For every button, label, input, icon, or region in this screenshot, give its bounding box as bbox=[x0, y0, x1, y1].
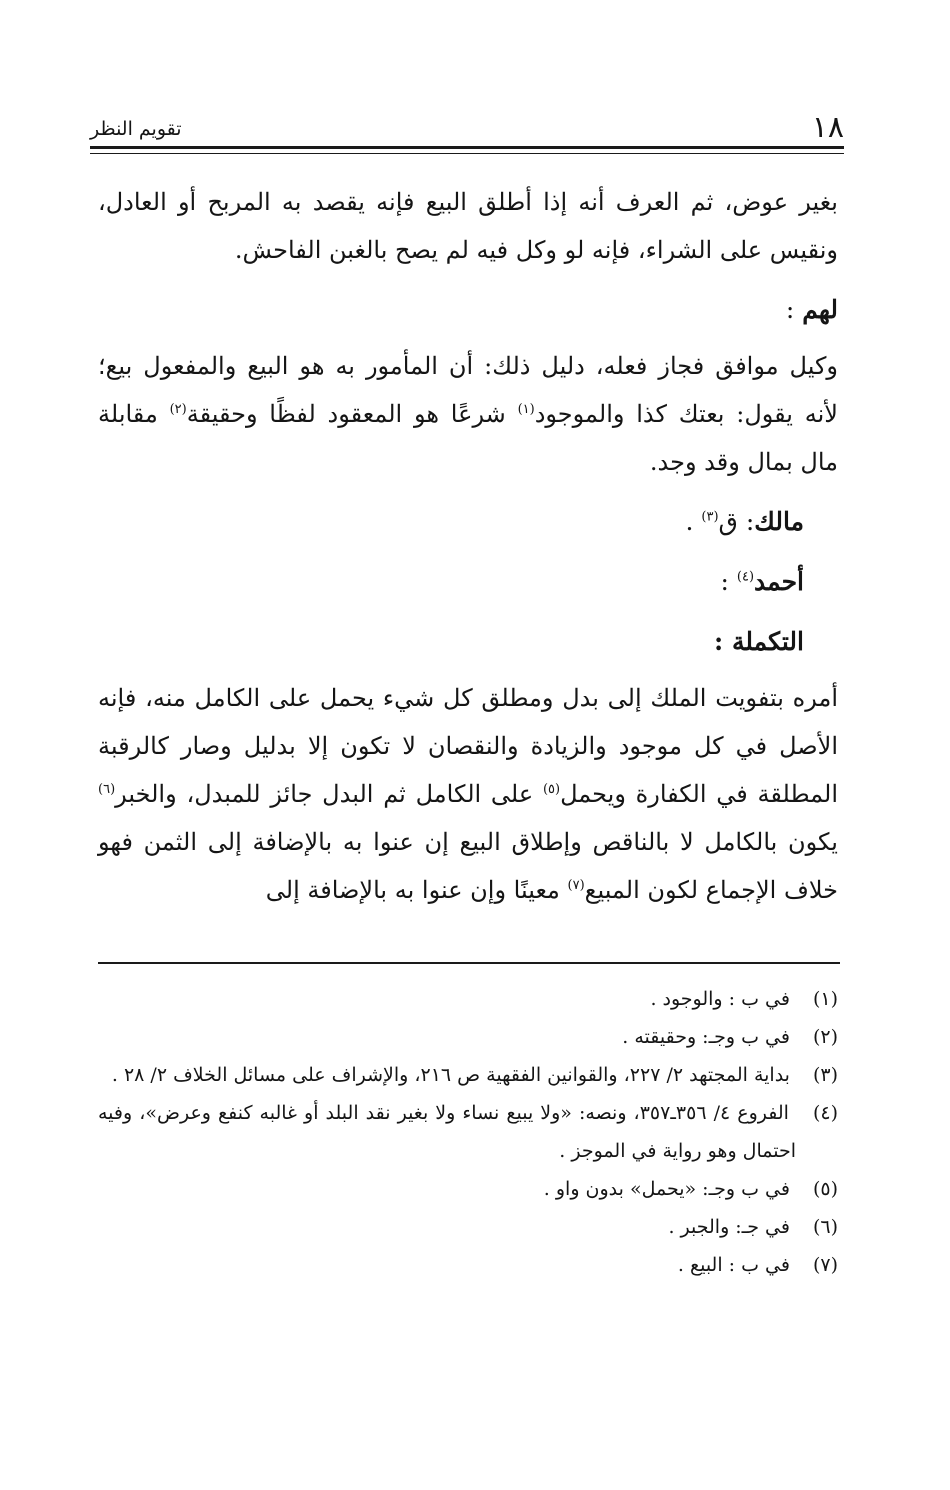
paragraph-1: بغير عوض، ثم العرف أنه إذا أطلق البيع فإنه يقصد به المربح أو العادل، ونقيس على الشراء، فإنه لو وكل فيه لم يصح بالغبن الفاحش. bbox=[98, 188, 838, 264]
footnote-ref-2: (٢) bbox=[169, 402, 187, 417]
footnote-text: في ب : والوجود . bbox=[650, 988, 790, 1010]
footnote-number: (٦) bbox=[812, 1216, 838, 1238]
paragraph-3 bbox=[98, 674, 838, 914]
page-number: ١٨ bbox=[811, 110, 844, 145]
footnote-2 bbox=[98, 1018, 838, 1056]
footnote-4 bbox=[98, 1094, 838, 1170]
paragraph-2 bbox=[98, 342, 838, 486]
footnotes-section bbox=[98, 980, 838, 1284]
book-title: تقويم النظر bbox=[90, 118, 182, 140]
footnote-5 bbox=[98, 1170, 838, 1208]
heading-malik-text: مالك bbox=[754, 507, 804, 536]
heading-ahmad bbox=[98, 554, 804, 610]
footnote-ref-1: (١) bbox=[517, 402, 535, 417]
footnote-ref-4: (٤) bbox=[736, 569, 755, 585]
footnote-number: (٥) bbox=[812, 1178, 838, 1200]
footnote-text: في ب وجـ: «يحمل» بدون واو . bbox=[543, 1178, 790, 1200]
header-rule-thick bbox=[90, 146, 844, 149]
footnote-separator bbox=[98, 962, 840, 964]
header-rule-thin bbox=[90, 153, 844, 154]
footnote-number: (٣) bbox=[812, 1064, 838, 1086]
heading-lahum-text: لهم bbox=[802, 295, 838, 324]
heading-takmila: التكملة : bbox=[714, 627, 804, 656]
heading-malik-end: . bbox=[685, 507, 702, 536]
footnote-text: في ب : البيع . bbox=[677, 1254, 790, 1276]
paragraph-2-part-a: وكيل موافق فجاز فعله، دليل ذلك: أن المأمور به هو البيع والمفعول بيع؛ لأنه يقول: بعتك كذا والموجود bbox=[98, 352, 838, 428]
footnote-number: (٤) bbox=[812, 1102, 838, 1124]
heading-malik bbox=[98, 494, 804, 550]
footnote-number: (٧) bbox=[812, 1254, 838, 1276]
footnote-6 bbox=[98, 1208, 838, 1246]
running-header bbox=[90, 108, 844, 148]
footnote-3 bbox=[98, 1056, 838, 1094]
paragraph-3-part-d: معينًا وإن عنوا به بالإضافة إلى bbox=[265, 876, 568, 904]
footnote-1 bbox=[98, 980, 838, 1018]
paragraph-3-part-b: على الكامل ثم البدل جائز للمبدل، والخبر bbox=[115, 780, 543, 808]
footnote-ref-7: (٧) bbox=[567, 878, 585, 893]
paragraph-2-part-b: شرعًا هو المعقود لفظًا وحقيقة bbox=[186, 400, 518, 428]
heading-lahum bbox=[98, 282, 838, 338]
footnote-ref-5: (٥) bbox=[542, 782, 561, 797]
footnote-text: الفروع ٤/ ٣٥٦ـ٣٥٧، ونصه: «ولا يبيع نساء ولا بغير نقد البلد أو غالبه كنفع وعرض»، وفيه احتمال وهو رواية في الموجز . bbox=[98, 1102, 796, 1162]
paragraph-3-part-a: أمره بتفويت الملك إلى بدل ومطلق كل شيء يحمل على الكامل منه، فإنه الأصل في كل موجود والزيادة والنقصان لا تكون إلا بدليل وصار كالرقبة المطلقة في الكفارة ويحمل bbox=[98, 684, 838, 808]
footnote-number: (١) bbox=[812, 988, 838, 1010]
footnote-text: في ب وجـ: وحقيقته . bbox=[622, 1026, 790, 1048]
main-text bbox=[98, 178, 838, 922]
footnote-number: (٢) bbox=[812, 1026, 838, 1048]
heading-ahmad-rest: : bbox=[720, 567, 737, 596]
footnote-text: بداية المجتهد ٢/ ٢٢٧، والقوانين الفقهية ص ٢١٦، والإشراف على مسائل الخلاف ٢/ ٢٨ . bbox=[111, 1064, 790, 1086]
paragraph-2-part-c: مقابلة مال بمال وقد وجد. bbox=[98, 400, 838, 476]
footnote-ref-6: (٦) bbox=[98, 782, 116, 797]
heading-lahum-colon: : bbox=[785, 295, 795, 324]
footnote-7 bbox=[98, 1246, 838, 1284]
heading-ahmad-text: أحمد bbox=[754, 567, 804, 596]
footnote-text: في جـ: والجبر . bbox=[668, 1216, 790, 1238]
heading-malik-rest: : ق bbox=[718, 507, 755, 536]
paragraph-3-part-c: يكون بالكامل لا بالناقص وإطلاق البيع إن عنوا به بالإضافة إلى الثمن فهو خلاف الإجماع لكون المبيع bbox=[98, 828, 838, 904]
footnote-ref-3: (٣) bbox=[701, 509, 719, 525]
